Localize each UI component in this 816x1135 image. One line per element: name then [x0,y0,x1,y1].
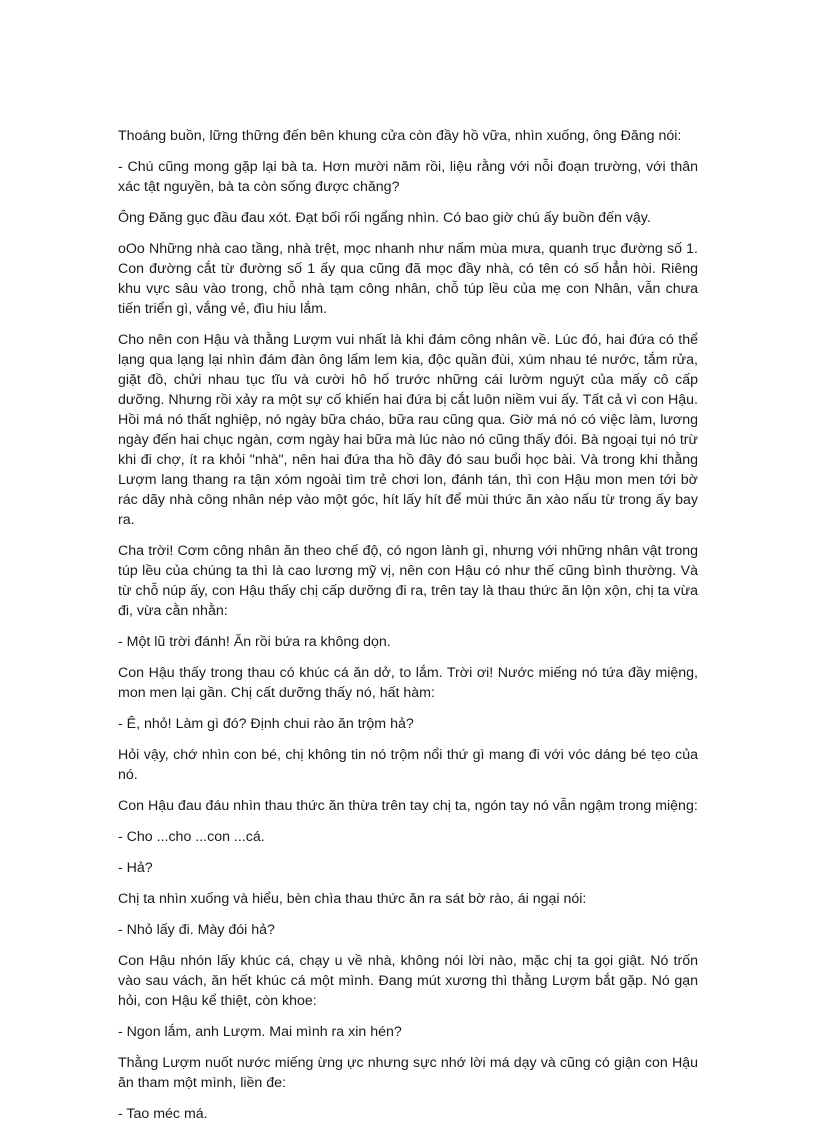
paragraph: - Hả? [118,860,153,876]
paragraph: Thoáng buồn, lững thững đến bên khung cửa còn đầy hồ vữa, nhìn xuống, ông Đăng nói: [118,128,682,144]
paragraph: - Cho ...cho ...con ...cá. [118,829,265,845]
paragraph: Chị ta nhìn xuống và hiểu, bèn chìa thau thức ăn ra sát bờ rào, ái ngại nói: [118,891,587,907]
paragraph: Cho nên con Hậu và thằng Lượm vui nhất là khi đám công nhân về. Lúc đó, hai đứa có thể lạng qua lạng lại nhìn đám đàn ông lấm lem kia, độc quần đùi, xúm nhau té nước, tắm rửa, giặt đồ, chửi nhau tục tĩu và cười hô hố trước những cái lườm nguýt của mấy cô cấp dưỡng. Nhưng rồi xảy ra một sự cố khiến hai đứa bị cắt luôn niềm vui ấy. Tất cả vì con Hậu. Hồi má nó thất nghiệp, nó ngày bữa cháo, bữa rau cũng qua. Giờ má nó có việc làm, lương ngày đến hai chục ngàn, cơm ngày hai bữa mà lúc nào nó cũng thấy đói. Bà ngoại tụi nó trừ khi đi chợ, ít ra khỏi "nhà", nên hai đứa tha hồ đây đó sau buổi học bài. Và trong khi thằng Lượm lang thang ra tận xóm ngoài tìm trẻ chơi lon, đánh tán, thì con Hậu mon men tới bờ rác dãy nhà công nhân nép vào một góc, hít lấy hít để mùi thức ăn xào nấu từ trong ấy bay ra. [118,332,698,528]
paragraph: - Chú cũng mong gặp lại bà ta. Hơn mười năm rồi, liệu rằng với nỗi đoạn trường, với thân xác tật nguyền, bà ta còn sống được chăng? [118,159,698,195]
paragraph: - Nhỏ lấy đi. Mày đói hả? [118,922,275,938]
paragraph: - Ê, nhỏ! Làm gì đó? Định chui rào ăn trộm hả? [118,716,414,732]
paragraph: Con Hậu đau đáu nhìn thau thức ăn thừa trên tay chị ta, ngón tay nó vẫn ngậm trong miệng: [118,798,698,814]
paragraph: Cha trời! Cơm công nhân ăn theo chế độ, có ngon lành gì, nhưng với những nhân vật trong túp lều của chúng ta thì là cao lương mỹ vị, nên con Hậu có như thế cũng bình thường. Và từ chỗ núp ấy, con Hậu thấy chị cấp dưỡng đi ra, trên tay là thau thức ăn lộn xộn, chị ta vừa đi, vừa cằn nhằn: [118,543,698,619]
paragraph: - Một lũ trời đánh! Ăn rồi bứa ra không dọn. [118,634,391,650]
paragraph: Ông Đăng gục đầu đau xót. Đạt bối rối ngẩng nhìn. Có bao giờ chú ấy buồn đến vậy. [118,210,651,226]
paragraph: Con Hậu nhón lấy khúc cá, chạy u về nhà, không nói lời nào, mặc chị ta gọi giật. Nó trốn vào sau vách, ăn hết khúc cá một mình. Đang mút xương thì thằng Lượm bắt gặp. Nó gạn hỏi, con Hậu kể thiệt, còn khoe: [118,953,698,1009]
paragraph: Con Hậu thấy trong thau có khúc cá ăn dở, to lắm. Trời ơi! Nước miếng nó tứa đầy miệng, mon men lại gần. Chị cất dưỡng thấy nó, hất hàm: [118,665,698,701]
paragraph: oOo Những nhà cao tầng, nhà trệt, mọc nhanh như nấm mùa mưa, quanh trục đường số 1. Con đường cắt từ đường số 1 ấy qua cũng đã mọc đầy nhà, có tên có số hẳn hòi. Riêng khu vực sâu vào trong, chỗ nhà tạm công nhân, chỗ túp lều của mẹ con Nhân, vẫn chưa tiến triển gì, vắng vẻ, đìu hiu lắm. [118,241,698,317]
document-page [118,126,698,1135]
paragraph: Thằng Lượm nuốt nước miếng ừng ực nhưng sực nhớ lời má dạy và cũng có giận con Hậu ăn tham một mình, liền đe: [118,1055,698,1091]
paragraph: Hỏi vậy, chớ nhìn con bé, chị không tin nó trộm nổi thứ gì mang đi với vóc dáng bé tẹo của nó. [118,747,698,783]
paragraph: - Tao méc má. [118,1106,208,1122]
paragraph: - Ngon lắm, anh Lượm. Mai mình ra xin hén? [118,1024,402,1040]
